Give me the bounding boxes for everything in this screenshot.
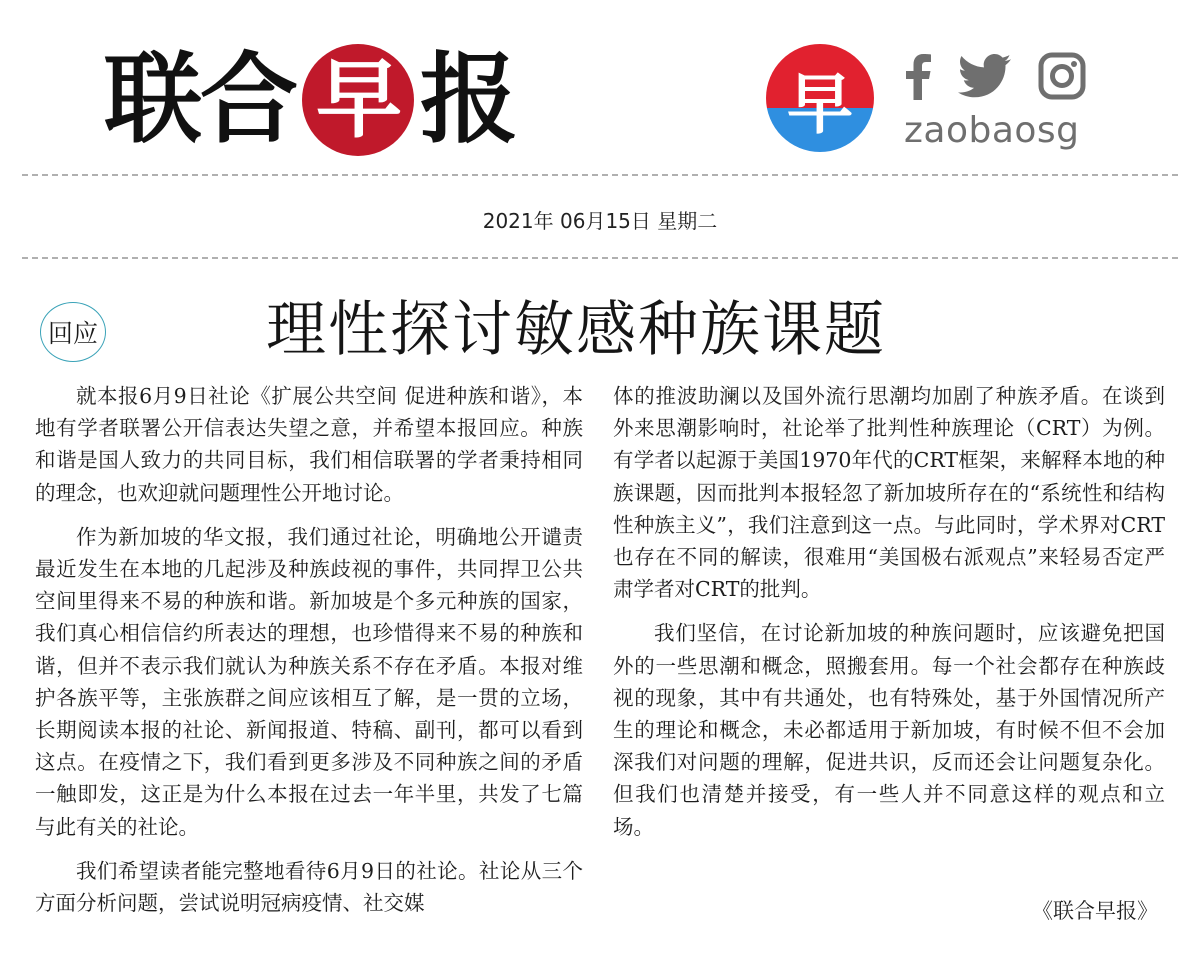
instagram-icon[interactable] — [1038, 52, 1086, 100]
paragraph-4: 我们坚信，在讨论新加坡的种族问题时，应该避免把国外的一些思潮和概念，照搬套用。每一个社会都存在种族歧视的现象，其中有共通处，也有特殊处，基于外国情况所产生的理论和概念，未必都适用于新加坡，有时候不但不会加深我们对问题的理解，促进共识，反而还会让问题复杂化。但我们也清楚并接受，有一些人并不同意这样的观点和立场。 — [613, 621, 1165, 839]
brand-badge-icon[interactable] — [766, 44, 874, 152]
logo-char-2: 合 — [200, 42, 297, 157]
divider-bottom — [22, 257, 1178, 259]
paragraph-1: 就本报6月9日社论《扩展公共空间 促进种族和谐》，本地有学者联署公开信表达失望之意，并希望本报回应。种族和谐是国人致力的共同目标，我们相信联署的学者秉持相同的理念，也欢迎就问题理性公开地讨论。 — [35, 384, 583, 505]
paragraph-3-continued: 体的推波助澜以及国外流行思潮均加剧了种族矛盾。在谈到外来思潮影响时，社论举了批判性种族理论（CRT）为例。有学者以起源于美国1970年代的CRT框架，来解释本地的种族课题，因而批判本报轻忽了新加坡所存在的“系统性和结构性种族主义”，我们注意到这一点。与此同时，学术界对CRT也存在不同的解读，很难用“美国极右派观点”来轻易否定严肃学者对CRT的批判。 — [613, 384, 1165, 602]
logo-char-1: 联 — [104, 42, 201, 157]
logo-char-4: 报 — [420, 42, 517, 157]
badge-glyph: 早 — [787, 64, 853, 143]
dateline: 2021年 06月15日 星期二 — [482, 209, 718, 233]
newspaper-logo[interactable] — [104, 40, 516, 160]
section-tag: 回应 — [40, 302, 106, 362]
social-links — [904, 46, 1104, 156]
facebook-icon[interactable] — [904, 52, 932, 100]
masthead — [0, 0, 1200, 172]
social-handle[interactable]: zaobaosg — [904, 110, 1080, 151]
article-headline: 理性探讨敏感种族课题 — [266, 295, 886, 365]
twitter-icon[interactable] — [958, 54, 1012, 98]
article-column-right — [613, 380, 1165, 843]
article-column-left — [35, 380, 583, 919]
social-icons-row — [904, 46, 1104, 106]
paragraph-3: 我们希望读者能完整地看待6月9日的社论。社论从三个方面分析问题，尝试说明冠病疫情、社交媒 — [35, 858, 583, 916]
article-signature: 《联合早报》 — [1032, 899, 1158, 923]
logo-char-3-red-disc: 早 — [302, 44, 414, 156]
paragraph-2: 作为新加坡的华文报，我们通过社论，明确地公开谴责最近发生在本地的几起涉及种族歧视的事件，共同捍卫公共空间里得来不易的种族和谐。新加坡是个多元种族的国家，我们真心相信信约所表达的理想，也珍惜得来不易的种族和谐，但并不表示我们就认为种族关系不存在矛盾。本报对维护各族平等，主张族群之间应该相互了解，是一贯的立场，长期阅读本报的社论、新闻报道、特稿、副刊，都可以看到这点。在疫情之下，我们看到更多涉及不同种族之间的矛盾一触即发，这正是为什么本报在过去一年半里，共发了七篇与此有关的社论。 — [35, 524, 583, 839]
divider-top — [22, 174, 1178, 176]
